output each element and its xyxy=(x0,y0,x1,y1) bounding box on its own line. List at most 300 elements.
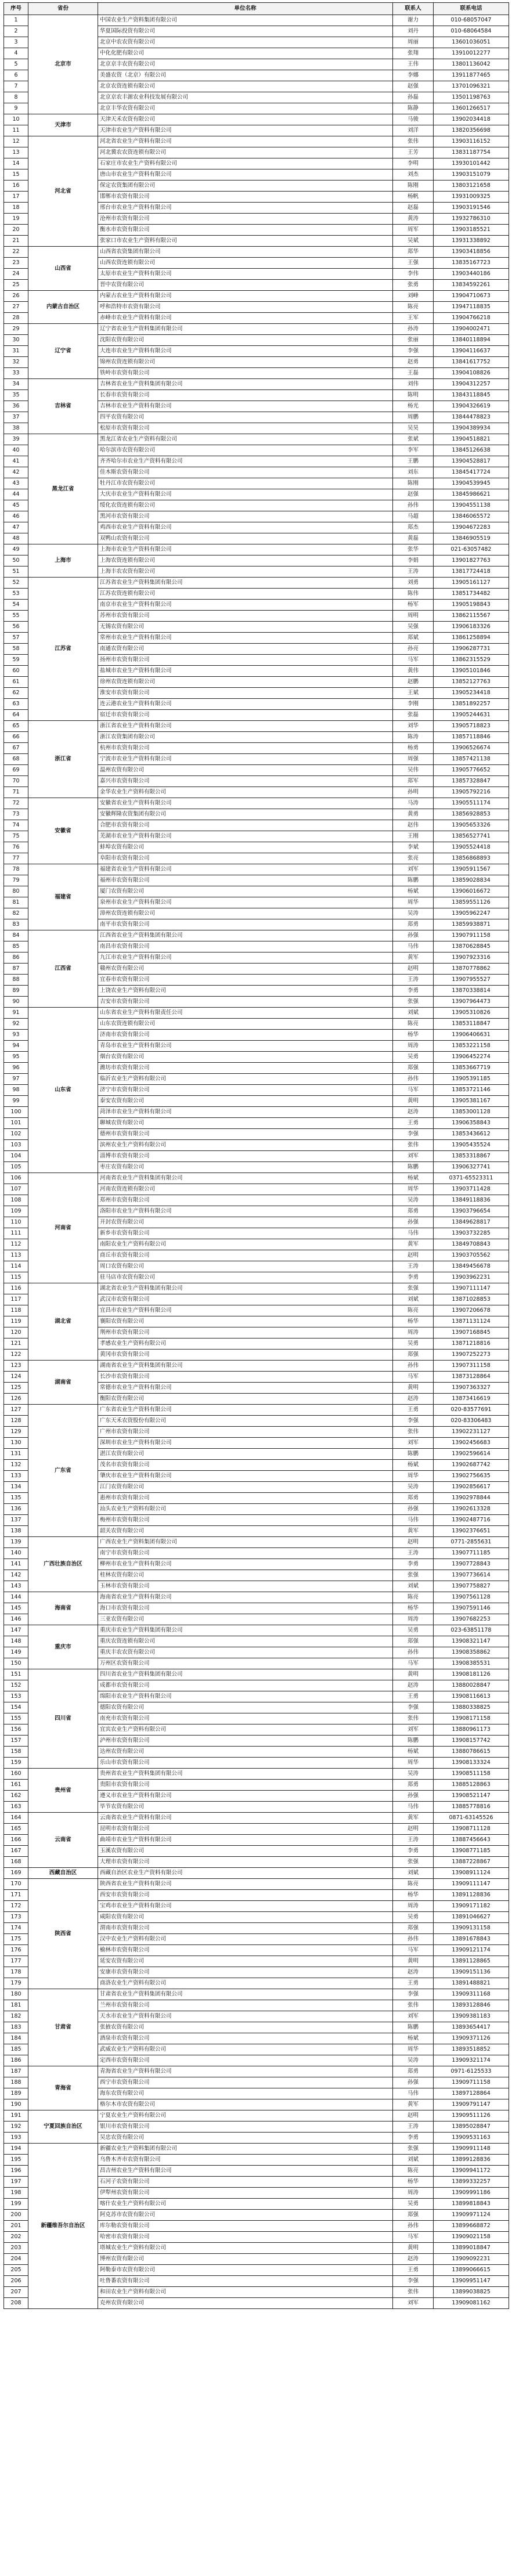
contact-person-cell: 杨华 xyxy=(393,1316,434,1327)
row-index: 45 xyxy=(4,500,28,511)
row-index: 110 xyxy=(4,1217,28,1228)
row-index: 31 xyxy=(4,346,28,357)
table-body xyxy=(4,15,509,2309)
row-index: 8 xyxy=(4,92,28,103)
phone-cell: 13907911158 xyxy=(434,930,509,941)
phone-cell: 13891128865 xyxy=(434,1956,509,1967)
contact-person-cell: 杨军 xyxy=(393,600,434,611)
company-name-cell: 张掖农资有限公司 xyxy=(98,2022,393,2033)
row-index: 68 xyxy=(4,754,28,765)
row-index: 171 xyxy=(4,1890,28,1901)
company-name-cell: 昆明市农资有限公司 xyxy=(98,1824,393,1835)
phone-cell: 13906016672 xyxy=(434,886,509,897)
company-name-cell: 沈阳农资有限公司 xyxy=(98,335,393,346)
company-name-cell: 南宁市农资有限公司 xyxy=(98,1548,393,1559)
phone-cell: 13902613328 xyxy=(434,1504,509,1515)
company-name-cell: 嘉兴市农资有限公司 xyxy=(98,776,393,787)
contact-person-cell: 黄军 xyxy=(393,1239,434,1250)
contact-person-cell: 陈鹏 xyxy=(393,875,434,886)
table-row xyxy=(4,864,509,875)
row-index: 136 xyxy=(4,1504,28,1515)
row-index: 69 xyxy=(4,765,28,776)
contact-person-cell: 周涛 xyxy=(393,1327,434,1338)
company-name-cell: 湖南省农业生产资料集团有限公司 xyxy=(98,1361,393,1372)
phone-cell: 13905198843 xyxy=(434,600,509,611)
phone-cell: 023-63851178 xyxy=(434,1625,509,1636)
company-name-cell: 山东省农业生产资料有限责任公司 xyxy=(98,1008,393,1019)
phone-cell: 13903418856 xyxy=(434,247,509,258)
row-index: 50 xyxy=(4,555,28,567)
contact-person-cell: 李勇 xyxy=(393,986,434,997)
row-index: 63 xyxy=(4,699,28,710)
phone-cell: 0971-6125533 xyxy=(434,2066,509,2077)
company-name-cell: 宜昌市农业生产资料有限公司 xyxy=(98,1305,393,1316)
phone-cell: 13902456683 xyxy=(434,1438,509,1449)
phone-cell: 13853001128 xyxy=(434,1107,509,1118)
contact-person-cell: 李勇 xyxy=(393,1559,434,1570)
contact-person-cell: 刘勇 xyxy=(393,578,434,589)
contact-person-cell: 陈伟 xyxy=(393,589,434,600)
province-cell: 北京市 xyxy=(28,15,98,114)
contact-person-cell: 杨光 xyxy=(393,401,434,412)
contact-person-cell: 孙伟 xyxy=(393,2221,434,2232)
phone-cell: 13880338825 xyxy=(434,1702,509,1713)
phone-cell: 13851892257 xyxy=(434,699,509,710)
contact-person-cell: 吴昊 xyxy=(393,423,434,434)
contact-person-cell: 黄明 xyxy=(393,2243,434,2254)
contact-person-cell: 周华 xyxy=(393,1471,434,1482)
phone-cell: 13893654417 xyxy=(434,2022,509,2033)
contact-person-cell: 刘丹 xyxy=(393,26,434,37)
row-index: 205 xyxy=(4,2265,28,2276)
row-index: 123 xyxy=(4,1361,28,1372)
company-name-cell: 福建省农业生产资料有限公司 xyxy=(98,864,393,875)
contact-person-cell: 吴涛 xyxy=(393,1769,434,1780)
phone-cell: 13905718823 xyxy=(434,721,509,732)
company-name-cell: 齐齐哈尔市农业生产资料有限公司 xyxy=(98,456,393,467)
phone-cell: 13904672283 xyxy=(434,522,509,533)
company-name-cell: 淄博市农资有限公司 xyxy=(98,1151,393,1162)
phone-cell: 13902487716 xyxy=(434,1515,509,1526)
row-index: 206 xyxy=(4,2276,28,2287)
phone-cell: 13897128864 xyxy=(434,2088,509,2099)
row-index: 55 xyxy=(4,611,28,622)
row-index: 60 xyxy=(4,666,28,677)
row-index: 143 xyxy=(4,1581,28,1592)
contact-person-cell: 马军 xyxy=(393,1372,434,1383)
company-name-cell: 泸州市农资有限公司 xyxy=(98,1736,393,1747)
company-name-cell: 长沙市农资有限公司 xyxy=(98,1372,393,1383)
row-index: 77 xyxy=(4,853,28,864)
phone-cell: 13905310826 xyxy=(434,1008,509,1019)
company-name-cell: 石家庄市农业生产资料有限公司 xyxy=(98,158,393,169)
contact-person-cell: 王磊 xyxy=(393,368,434,379)
province-cell: 新疆维吾尔自治区 xyxy=(28,2144,98,2309)
phone-cell: 13905391185 xyxy=(434,1074,509,1085)
contact-person-cell: 黄明 xyxy=(393,1956,434,1967)
phone-cell: 13909991186 xyxy=(434,2188,509,2199)
phone-cell: 13909111147 xyxy=(434,1879,509,1890)
province-cell: 内蒙古自治区 xyxy=(28,291,98,324)
company-name-cell: 唐山市农业生产资料有限公司 xyxy=(98,169,393,181)
company-name-cell: 西藏自治区农业生产资料有限公司 xyxy=(98,1868,393,1879)
contact-person-cell: 孙伟 xyxy=(393,1934,434,1945)
phone-cell: 021-63057482 xyxy=(434,544,509,555)
row-index: 58 xyxy=(4,644,28,655)
contact-person-cell: 黄磊 xyxy=(393,533,434,544)
table-row xyxy=(4,1008,509,1019)
phone-cell: 13899128836 xyxy=(434,2155,509,2166)
contact-person-cell: 黄军 xyxy=(393,1813,434,1824)
phone-cell: 13817724418 xyxy=(434,567,509,578)
phone-cell: 0371-65523311 xyxy=(434,1173,509,1184)
phone-cell: 13906526674 xyxy=(434,743,509,754)
phone-cell: 13801136042 xyxy=(434,59,509,70)
contact-person-cell: 周华 xyxy=(393,1758,434,1769)
table-row xyxy=(4,136,509,147)
company-name-cell: 北京京农丰源农业科技发展有限公司 xyxy=(98,92,393,103)
contact-person-cell: 李强 xyxy=(393,346,434,357)
phone-cell: 13909951147 xyxy=(434,2276,509,2287)
phone-cell: 13891488821 xyxy=(434,1978,509,1989)
company-name-cell: 天津市农业生产资料有限公司 xyxy=(98,125,393,136)
phone-cell: 13908385531 xyxy=(434,1658,509,1669)
row-index: 182 xyxy=(4,2011,28,2022)
contact-person-cell: 王勇 xyxy=(393,1691,434,1702)
company-name-cell: 赤峰市农业生产资料有限公司 xyxy=(98,313,393,324)
company-name-cell: 聊城农资有限公司 xyxy=(98,1118,393,1129)
company-name-cell: 肇庆市农业生产资料有限公司 xyxy=(98,1471,393,1482)
row-index: 116 xyxy=(4,1283,28,1294)
company-name-cell: 呼和浩特市农资有限公司 xyxy=(98,302,393,313)
row-index: 196 xyxy=(4,2166,28,2177)
row-index: 92 xyxy=(4,1019,28,1030)
row-index: 170 xyxy=(4,1879,28,1890)
phone-cell: 13904710673 xyxy=(434,291,509,302)
company-name-cell: 北京京丰农资有限公司 xyxy=(98,59,393,70)
row-index: 178 xyxy=(4,1967,28,1978)
row-index: 19 xyxy=(4,214,28,225)
phone-cell: 13909971124 xyxy=(434,2210,509,2221)
company-name-cell: 重庆市农业生产资料集团有限公司 xyxy=(98,1625,393,1636)
company-name-cell: 无锡农资有限公司 xyxy=(98,622,393,633)
phone-cell: 13902978844 xyxy=(434,1493,509,1504)
row-index: 122 xyxy=(4,1350,28,1361)
contact-person-cell: 陈亮 xyxy=(393,1879,434,1890)
company-name-cell: 湖北省农业生产资料集团有限公司 xyxy=(98,1283,393,1294)
row-index: 186 xyxy=(4,2055,28,2066)
row-index: 106 xyxy=(4,1173,28,1184)
row-index: 23 xyxy=(4,258,28,269)
phone-cell: 13857118846 xyxy=(434,732,509,743)
contact-person-cell: 李伟 xyxy=(393,269,434,280)
row-index: 5 xyxy=(4,59,28,70)
province-cell: 浙江省 xyxy=(28,721,98,798)
phone-cell: 13903116152 xyxy=(434,136,509,147)
contact-person-cell: 杨斌 xyxy=(393,2033,434,2044)
phone-cell: 13909711158 xyxy=(434,2077,509,2088)
phone-cell: 13907363327 xyxy=(434,1383,509,1394)
contact-person-cell: 黄军 xyxy=(393,1526,434,1537)
table-row xyxy=(4,2066,509,2077)
row-index: 147 xyxy=(4,1625,28,1636)
contact-person-cell: 黄军 xyxy=(393,2099,434,2110)
company-name-cell: 四平农资有限公司 xyxy=(98,412,393,423)
row-index: 109 xyxy=(4,1206,28,1217)
contact-person-cell: 刘斌 xyxy=(393,1294,434,1305)
contact-person-cell: 陈刚 xyxy=(393,181,434,192)
contact-person-cell: 孙伟 xyxy=(393,1647,434,1658)
contact-person-cell: 周涛 xyxy=(393,1614,434,1625)
phone-cell: 13853221158 xyxy=(434,1041,509,1052)
company-name-cell: 杭州市农资有限公司 xyxy=(98,743,393,754)
company-name-cell: 徐州农资连锁有限公司 xyxy=(98,677,393,688)
company-name-cell: 美盛农资（北京）有限公司 xyxy=(98,70,393,81)
company-name-cell: 邯郸市农资有限公司 xyxy=(98,192,393,203)
phone-cell: 13849628817 xyxy=(434,1217,509,1228)
phone-cell: 13856928853 xyxy=(434,809,509,820)
row-index: 173 xyxy=(4,1912,28,1923)
company-name-cell: 宜春市农资有限公司 xyxy=(98,975,393,986)
company-name-cell: 晋中农资有限公司 xyxy=(98,280,393,291)
row-index: 7 xyxy=(4,81,28,92)
table-row xyxy=(4,2144,509,2155)
phone-cell: 13904551138 xyxy=(434,500,509,511)
company-name-cell: 华夏国际投资有限公司 xyxy=(98,26,393,37)
contact-person-cell: 赵明 xyxy=(393,1824,434,1835)
company-name-cell: 衡阳农资有限公司 xyxy=(98,1394,393,1405)
contact-person-cell: 王勇 xyxy=(393,2265,434,2276)
contact-person-cell: 刘斌 xyxy=(393,1581,434,1592)
contact-person-cell: 刘军 xyxy=(393,1151,434,1162)
row-index: 124 xyxy=(4,1372,28,1383)
contact-person-cell: 赵涛 xyxy=(393,1967,434,1978)
company-name-cell: 安康市农资有限公司 xyxy=(98,1967,393,1978)
phone-cell: 13909151136 xyxy=(434,1967,509,1978)
contact-person-cell: 马伟 xyxy=(393,2088,434,2099)
contact-person-cell: 赵强 xyxy=(393,489,434,500)
row-index: 27 xyxy=(4,302,28,313)
contact-person-cell: 吴勇 xyxy=(393,1338,434,1350)
contact-person-cell: 谢力 xyxy=(393,15,434,26)
phone-cell: 13803121658 xyxy=(434,181,509,192)
contact-person-cell: 王芳 xyxy=(393,147,434,158)
phone-cell: 13904312257 xyxy=(434,379,509,390)
contact-person-cell: 陈刚 xyxy=(393,478,434,489)
row-index: 190 xyxy=(4,2099,28,2110)
province-cell: 云南省 xyxy=(28,1813,98,1868)
row-index: 115 xyxy=(4,1272,28,1283)
company-name-cell: 南充市农资有限公司 xyxy=(98,1713,393,1724)
contact-person-cell: 王军 xyxy=(393,313,434,324)
row-index: 138 xyxy=(4,1526,28,1537)
company-name-cell: 玉溪农资有限公司 xyxy=(98,1846,393,1857)
row-index: 102 xyxy=(4,1129,28,1140)
row-index: 99 xyxy=(4,1096,28,1107)
row-index: 119 xyxy=(4,1316,28,1327)
row-index: 75 xyxy=(4,831,28,842)
phone-cell: 13846905519 xyxy=(434,533,509,544)
company-name-cell: 黄冈市农资有限公司 xyxy=(98,1350,393,1361)
company-name-cell: 天水市农业生产资料有限公司 xyxy=(98,2011,393,2022)
phone-cell: 13871218816 xyxy=(434,1338,509,1350)
contact-person-cell: 张丽 xyxy=(393,335,434,346)
contact-person-cell: 周涛 xyxy=(393,1041,434,1052)
company-name-cell: 成都市农资有限公司 xyxy=(98,1680,393,1691)
phone-cell: 13903796654 xyxy=(434,1206,509,1217)
phone-cell: 13853118847 xyxy=(434,1019,509,1030)
contact-person-cell: 周鹏 xyxy=(393,412,434,423)
company-name-cell: 阿克苏市农资有限公司 xyxy=(98,2210,393,2221)
row-index: 121 xyxy=(4,1338,28,1350)
company-name-cell: 吐鲁番农资有限公司 xyxy=(98,2276,393,2287)
contact-person-cell: 陈亮 xyxy=(393,2166,434,2177)
table-row xyxy=(4,721,509,732)
table-row xyxy=(4,1813,509,1824)
row-index: 114 xyxy=(4,1261,28,1272)
row-index: 11 xyxy=(4,125,28,136)
phone-cell: 13909791147 xyxy=(434,2099,509,2110)
company-name-cell: 北京中农农资有限公司 xyxy=(98,37,393,48)
phone-cell: 13902856617 xyxy=(434,1482,509,1493)
row-index: 32 xyxy=(4,357,28,368)
row-index: 89 xyxy=(4,986,28,997)
row-index: 57 xyxy=(4,633,28,644)
row-index: 20 xyxy=(4,225,28,236)
row-index: 38 xyxy=(4,423,28,434)
phone-cell: 13904528817 xyxy=(434,456,509,467)
company-name-cell: 重庆农资连锁有限公司 xyxy=(98,1636,393,1647)
contact-person-cell: 赵勇 xyxy=(393,357,434,368)
company-name-cell: 荆州市农资有限公司 xyxy=(98,1327,393,1338)
row-index: 104 xyxy=(4,1151,28,1162)
contact-person-cell: 刘军 xyxy=(393,1724,434,1736)
company-name-cell: 新疆农业生产资料集团有限公司 xyxy=(98,2144,393,2155)
contact-person-cell: 孙强 xyxy=(393,1791,434,1802)
row-index: 169 xyxy=(4,1868,28,1879)
company-name-cell: 厦门农资有限公司 xyxy=(98,886,393,897)
company-name-cell: 榆林市农资有限公司 xyxy=(98,1945,393,1956)
row-index: 144 xyxy=(4,1592,28,1603)
company-name-cell: 沧州市农资有限公司 xyxy=(98,214,393,225)
phone-cell: 13870338814 xyxy=(434,986,509,997)
contact-person-cell: 郑勇 xyxy=(393,1780,434,1791)
company-name-cell: 吉安市农资有限公司 xyxy=(98,997,393,1008)
contact-person-cell: 郑华 xyxy=(393,247,434,258)
contact-person-cell: 李强 xyxy=(393,2276,434,2287)
phone-cell: 13857328847 xyxy=(434,776,509,787)
province-cell: 吉林省 xyxy=(28,379,98,434)
company-name-cell: 南京市农业生产资料有限公司 xyxy=(98,600,393,611)
company-name-cell: 常州市农业生产资料有限公司 xyxy=(98,633,393,644)
company-name-cell: 昌吉州农业生产资料有限公司 xyxy=(98,2166,393,2177)
phone-cell: 13856868893 xyxy=(434,853,509,864)
phone-cell: 13909021158 xyxy=(434,2232,509,2243)
contact-person-cell: 王涛 xyxy=(393,567,434,578)
phone-cell: 13870628845 xyxy=(434,941,509,953)
row-index: 34 xyxy=(4,379,28,390)
company-name-cell: 绵阳市农业生产资料有限公司 xyxy=(98,1691,393,1702)
company-name-cell: 宝鸡市农业生产资料有限公司 xyxy=(98,1901,393,1912)
contact-person-cell: 陈鹏 xyxy=(393,1736,434,1747)
row-index: 9 xyxy=(4,103,28,114)
contact-person-cell: 孙强 xyxy=(393,930,434,941)
company-name-cell: 三亚农资有限公司 xyxy=(98,1614,393,1625)
company-name-cell: 浙江省农业生产资料有限公司 xyxy=(98,721,393,732)
phone-cell: 13909321174 xyxy=(434,2055,509,2066)
phone-cell: 13907168845 xyxy=(434,1327,509,1338)
contact-person-cell: 赵鹏 xyxy=(393,677,434,688)
contact-person-cell: 杨华 xyxy=(393,1030,434,1041)
phone-cell: 13870778862 xyxy=(434,964,509,975)
company-name-cell: 锦州农资连锁有限公司 xyxy=(98,357,393,368)
phone-cell: 13845417724 xyxy=(434,467,509,478)
row-index: 100 xyxy=(4,1107,28,1118)
phone-cell: 13905776652 xyxy=(434,765,509,776)
company-name-cell: 上海丰农农资有限公司 xyxy=(98,567,393,578)
row-index: 146 xyxy=(4,1614,28,1625)
contact-person-cell: 王涛 xyxy=(393,1548,434,1559)
phone-cell: 13905524418 xyxy=(434,842,509,853)
company-name-cell: 库尔勒农资有限公司 xyxy=(98,2221,393,2232)
phone-cell: 13908157742 xyxy=(434,1736,509,1747)
phone-cell: 13906358843 xyxy=(434,1118,509,1129)
row-index: 204 xyxy=(4,2254,28,2265)
contact-person-cell: 王涛 xyxy=(393,2122,434,2133)
row-index: 164 xyxy=(4,1813,28,1824)
row-index: 85 xyxy=(4,941,28,953)
phone-cell: 13903711428 xyxy=(434,1184,509,1195)
company-name-cell: 玉林市农资有限公司 xyxy=(98,1581,393,1592)
company-name-cell: 中化化肥有限公司 xyxy=(98,48,393,59)
row-index: 198 xyxy=(4,2188,28,2199)
row-index: 179 xyxy=(4,1978,28,1989)
contact-person-cell: 张勇 xyxy=(393,280,434,291)
company-name-cell: 柳州市农业生产资料有限公司 xyxy=(98,1559,393,1570)
phone-cell: 13902687742 xyxy=(434,1460,509,1471)
row-index: 48 xyxy=(4,533,28,544)
company-name-cell: 塔城农业生产资料有限公司 xyxy=(98,2243,393,2254)
contact-person-cell: 张翔 xyxy=(393,48,434,59)
row-index: 82 xyxy=(4,908,28,919)
company-name-cell: 芜湖市农业生产资料有限公司 xyxy=(98,831,393,842)
company-name-cell: 海南省农业生产资料有限公司 xyxy=(98,1592,393,1603)
company-name-cell: 曲靖市农业生产资料有限公司 xyxy=(98,1835,393,1846)
contact-person-cell: 刘斌 xyxy=(393,1868,434,1879)
row-index: 154 xyxy=(4,1702,28,1713)
contact-person-cell: 刘军 xyxy=(393,1438,434,1449)
company-name-cell: 甘肃省农业生产资料集团有限公司 xyxy=(98,1989,393,2000)
phone-cell: 13601266517 xyxy=(434,103,509,114)
province-cell: 福建省 xyxy=(28,864,98,930)
row-index: 126 xyxy=(4,1394,28,1405)
contact-person-cell: 张伟 xyxy=(393,2287,434,2298)
table-row xyxy=(4,1592,509,1603)
contact-person-cell: 孙强 xyxy=(393,1504,434,1515)
contact-person-cell: 孙伟 xyxy=(393,1074,434,1085)
row-index: 185 xyxy=(4,2044,28,2055)
row-index: 181 xyxy=(4,2000,28,2011)
header-company: 单位名称 xyxy=(98,3,393,15)
phone-cell: 13908321147 xyxy=(434,1636,509,1647)
contact-person-cell: 张伟 xyxy=(393,1140,434,1151)
phone-cell: 13911877465 xyxy=(434,70,509,81)
phone-cell: 13885128863 xyxy=(434,1780,509,1791)
row-index: 16 xyxy=(4,181,28,192)
company-name-cell: 山东农资连锁有限公司 xyxy=(98,1019,393,1030)
contact-person-cell: 刘华 xyxy=(393,721,434,732)
company-name-cell: 山西农资连锁有限公司 xyxy=(98,258,393,269)
